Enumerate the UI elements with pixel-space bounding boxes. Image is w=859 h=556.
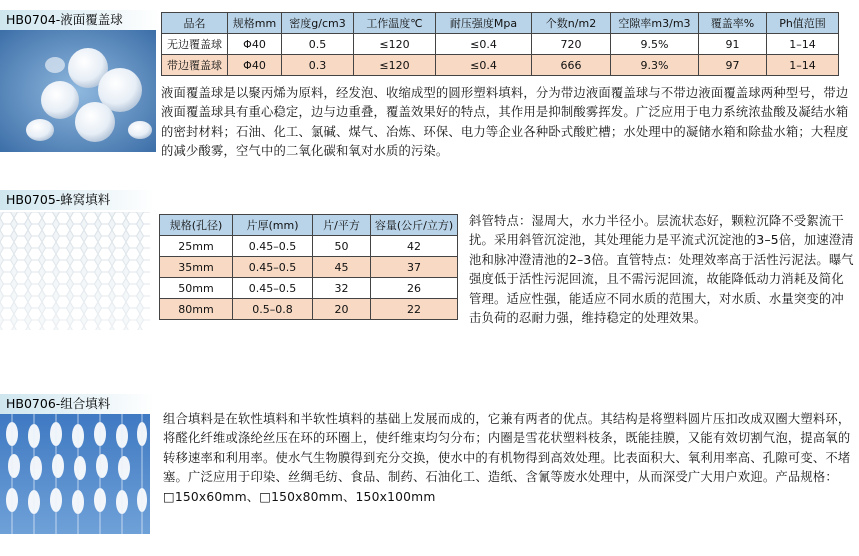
table-row [160, 278, 458, 299]
table-header-cell: 空隙率m3/m3 [611, 13, 699, 34]
table-header-cell: 密度g/cm3 [282, 13, 354, 34]
table-header-cell: 容量(公斤/立方) [371, 215, 458, 236]
table-header-cell: 片/平方 [313, 215, 371, 236]
table-cell: 带边覆盖球 [162, 55, 228, 76]
table-cell: 25mm [160, 236, 233, 257]
table-cell: 9.5% [611, 34, 699, 55]
table-header-cell: 规格mm [228, 13, 282, 34]
hb0704-spec-table [161, 12, 839, 76]
table-header-cell: 片厚(mm) [233, 215, 313, 236]
table-cell: ≤0.4 [436, 55, 532, 76]
table-header-cell: Ph值范围 [767, 13, 839, 34]
table-cell: 0.45–0.5 [233, 257, 313, 278]
table-cell: 35mm [160, 257, 233, 278]
table-cell: 91 [699, 34, 767, 55]
section-label-hb0705: HB0705-蜂窝填料 [0, 190, 155, 210]
table-row [160, 257, 458, 278]
table-row [160, 299, 458, 320]
combined-packing-image [0, 414, 150, 534]
table-cell: 1–14 [767, 55, 839, 76]
table-header-cell: 覆盖率% [699, 13, 767, 34]
table-cell: 0.3 [282, 55, 354, 76]
table-cell: 37 [371, 257, 458, 278]
table-header-cell: 耐压强度Mpa [436, 13, 532, 34]
hb0706-description: 组合填料是在软性填料和半软性填料的基础上发展而成的，它兼有两者的优点。其结构是将塑料圆片压扣改成双圈大塑料环，将醛化纤维或涤纶丝压在环的环圈上，使纤维束均匀分布；内圈是雪花状塑料枝条，既能挂膜，又能有效切割气泡，提高氧的转移速率和利用率。使水气生物膜得到充分交换，使水中的有机物得到高效处理。比表面积大、氧利用率高、孔隙可变、不堵塞。广泛应用于印染、丝绸毛纺、食品、制药、石油化工、造纸、含氰等废水处理中，从而深受广大用户欢迎。产品规格：□150x60mm、□150x80mm、150x100mm [163, 412, 851, 504]
hb0704-description: 液面覆盖球是以聚丙烯为原料，经发泡、收缩成型的圆形塑料填料，分为带边液面覆盖球与不带边液面覆盖球两种型号，带边液面覆盖球具有重心稳定，边与边重叠，覆盖效果好的特点，其作用是抑制酸雾挥发。广泛应用于电力系统浓盐酸及凝结水箱的密封材料；石油、化工、氯碱、煤气、冶炼、环保、电力等企业各种卧式酸贮槽；水处理中的凝储水箱和除盐水箱；大程度的减少酸雾，空气中的二氧化碳和氧对水质的污染。 [161, 86, 849, 159]
table-cell: 0.45–0.5 [233, 278, 313, 299]
table-cell: 50 [313, 236, 371, 257]
table-header-cell: 规格(孔径) [160, 215, 233, 236]
table-cell: 9.3% [611, 55, 699, 76]
table-cell: Φ40 [228, 55, 282, 76]
table-cell: 0.5–0.8 [233, 299, 313, 320]
table-cell: 1–14 [767, 34, 839, 55]
table-cell: 26 [371, 278, 458, 299]
honeycomb-image [0, 212, 150, 330]
table-cell: 0.45–0.5 [233, 236, 313, 257]
table-header-cell: 品名 [162, 13, 228, 34]
table-cell: 0.5 [282, 34, 354, 55]
table-cell: ≤120 [354, 34, 436, 55]
section-label-hb0704: HB0704-液面覆盖球 [0, 10, 160, 30]
cover-balls-image [0, 30, 156, 152]
section-label-hb0706: HB0706-组合填料 [0, 394, 155, 414]
table-cell: 50mm [160, 278, 233, 299]
table-cell: ≤120 [354, 55, 436, 76]
table-cell: 45 [313, 257, 371, 278]
table-header-row [162, 13, 839, 34]
table-cell: 22 [371, 299, 458, 320]
table-cell: 666 [532, 55, 611, 76]
table-header-cell: 个数n/m2 [532, 13, 611, 34]
table-row [162, 34, 839, 55]
table-cell: 42 [371, 236, 458, 257]
table-cell: 80mm [160, 299, 233, 320]
table-header-cell: 工作温度℃ [354, 13, 436, 34]
table-cell: 32 [313, 278, 371, 299]
table-row [162, 55, 839, 76]
hb0705-spec-table [159, 214, 458, 320]
table-header-row [160, 215, 458, 236]
table-cell: ≤0.4 [436, 34, 532, 55]
table-cell: 无边覆盖球 [162, 34, 228, 55]
table-cell: 20 [313, 299, 371, 320]
table-cell: 97 [699, 55, 767, 76]
hb0705-description: 斜管特点：湿周大，水力半径小。层流状态好，颗粒沉降不受絮流干扰。采用斜管沉淀池，其处理能力是平流式沉淀池的3–5倍，加速澄清池和脉冲澄清池的2–3倍。直管特点：处理效率高于活性污泥法。曝气强度低于活性污泥回流，且不需污泥回流，故能降低动力消耗及简化管理。适应性强，能适应不同水质的范围大，对水质、水量突变的冲击负荷的忍耐力强，维持稳定的处理效果。 [469, 214, 854, 326]
table-cell: Φ40 [228, 34, 282, 55]
table-row [160, 236, 458, 257]
table-cell: 720 [532, 34, 611, 55]
